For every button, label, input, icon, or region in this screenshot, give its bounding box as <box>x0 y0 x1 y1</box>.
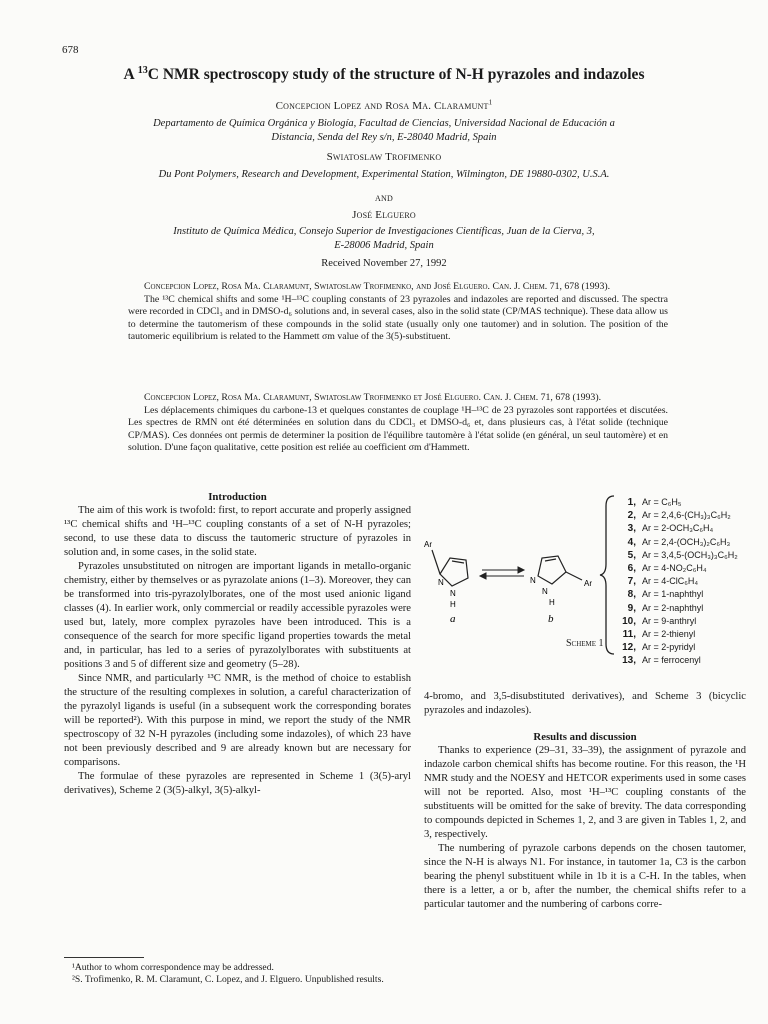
scheme-compound-row <box>614 496 738 509</box>
tautomer-label-b: b <box>548 613 554 625</box>
h-label-b: H <box>549 598 555 607</box>
n-label-b2: N <box>542 587 548 596</box>
affiliation-3 <box>100 225 668 253</box>
double-bond-b <box>545 559 556 561</box>
article-title <box>100 66 668 84</box>
tautomer-label-a: a <box>450 613 456 625</box>
footnote-1: ¹Author to whom correspondence may be addressed. <box>72 962 274 973</box>
double-bond-a <box>452 561 464 563</box>
tautomer-structure-diagram <box>420 536 610 626</box>
compound-aryl: Ar = 2-thienyl <box>642 629 696 640</box>
results-paragraph-1: Thanks to experience (29–31, 33–39), the assignment of pyrazole and indazole carbon chemical shifts has become routine. For this reason, the ¹H NMR study and the NOESY and HETCOR experiments used in some cases will not be reported. Also, most ¹H–¹³C coupling constants of the substituents will be omitted for the sake of brevity. The data corresponding to compounds depicted in Schemes 1, 2, and 3 are given in Tables 1, 2, and 3, respectively. <box>424 745 746 840</box>
authors-1-sup: 1 <box>488 98 493 107</box>
abstract-en-body: The ¹³C chemical shifts and some ¹H–¹³C coupling constants of 23 pyrazoles and indazoles are reported and discussed. The spectra were recorded in CDCl₃ and in DMSO-d₆ solutions and, in several cases, also in the solid state (CP/MAS technique). These data allow us to determine the tautomerism of these compounds in the solid state (usually only one tautomer) and in solution. The position of the tautomeric equilibrium is related to the Hammett σm value of the 3(5)-substituent. <box>128 293 668 342</box>
scheme-compound-row <box>614 549 738 562</box>
abstract-fr-body: Les déplacements chimiques du carbone-13 et quelques constantes de couplage ¹H–¹³C de 23 pyrazoles sont rapportées et discutées. Les spectres de RMN ont été déterminées en solution dans du CDCl₃ et DMSO-d₆ et, dans plusieurs cas, à l'état solide (technique CP/MAS). Ces données ont permis de determiner la position de l'équilibre tautomère à l'état solide (en général, un seul tautomère) et en solution. D'une façon qualitative, cette position est reliée au coefficient σm d'Hammett. <box>128 404 668 453</box>
introduction-heading: Introduction <box>208 491 267 503</box>
scheme-continuation-paragraph: 4-bromo, and 3,5-disubstituted derivatives), and Scheme 3 (bicyclic pyrazoles and indazoles). <box>424 691 746 716</box>
scheme-compound-row <box>614 588 738 601</box>
compound-aryl: Ar = 2,4,6-(CH₃)₃C₆H₂ <box>642 510 731 521</box>
intro-paragraph-1: The aim of this work is twofold: first, to report accurate and properly assigned ¹³C chemical shifts and ¹H–¹³C coupling constants of a set of N-H pyrazoles; second, to use these data to discuss the tautomeric structure of pyrazoles in solution and, in some cases, in the solid state. <box>64 505 411 558</box>
page-number: 678 <box>62 44 79 56</box>
n-label-a2: N <box>450 589 456 598</box>
left-column <box>64 490 411 798</box>
compound-aryl: Ar = 2,4-(OCH₃)₂C₆H₃ <box>642 536 731 547</box>
ar-label-b: Ar <box>584 579 592 588</box>
results-paragraph-2: The numbering of pyrazole carbons depends on the chosen tautomer, since the N-H is always N1. For instance, in tautomer 1a, C3 is the carbon bearing the phenyl substituent while in 1b it is a C-H. In the tables, when there is a letter, a or b, after the number, the chemical shifts refer to a particular tautomer and the numbering of carbons corre- <box>424 843 746 910</box>
scheme-compound-row <box>614 654 738 667</box>
pyrazole-b-ring <box>538 556 582 584</box>
compound-number: 2, <box>627 510 636 522</box>
scheme-1-caption: Scheme 1 <box>566 638 604 649</box>
compound-number: 3, <box>627 523 636 535</box>
affiliation-3-line-2: E-28006 Madrid, Spain <box>334 240 434 251</box>
compound-aryl: Ar = 9-anthryl <box>642 615 697 626</box>
scheme-1-compound-list <box>614 496 738 668</box>
title-sup: 13 <box>137 64 148 76</box>
intro-paragraph-3: Since NMR, and particularly ¹³C NMR, is the method of choice to establish the structure of the resulting complexes in solution, a careful characterization of the pyrazolyl ligands is useful (in a subsequent work the corresponding borates will be reported²). With this purpose in mind, we report the study of the NMR spectroscopy of 32 N-H pyrazoles (including some indazoles), of which 23 have not been previously described and 9 are already known but are necessary for comparisons. <box>64 673 411 768</box>
and-separator: and <box>375 192 393 204</box>
compound-number: 11, <box>622 629 636 641</box>
compound-aryl: Ar = 2-pyridyl <box>642 642 696 653</box>
footnote-rule <box>64 957 144 958</box>
affiliation-1-line-2: Distancia, Senda del Rey s/n, E-28040 Madrid, Spain <box>271 132 497 143</box>
compound-aryl: Ar = 2-naphthyl <box>642 602 704 613</box>
authors-line-3: José Elguero <box>352 209 416 221</box>
compound-aryl: Ar = C₆H₅ <box>642 497 682 507</box>
abstract-fr-citation: Concepcion Lopez, Rosa Ma. Claramunt, Swiatoslaw Trofimenko et José Elguero. Can. J. Chem. 71, 678 (1993). <box>144 392 602 403</box>
compound-number: 10, <box>622 615 636 627</box>
compound-aryl: Ar = 4-ClC₆H₄ <box>642 576 699 587</box>
scheme-compound-row <box>614 575 738 588</box>
footnote-2: ²S. Trofimenko, R. M. Claramunt, C. Lopez, and J. Elguero. Unpublished results. <box>72 974 384 985</box>
scheme-compound-row <box>614 536 738 549</box>
compound-number: 6, <box>627 563 636 575</box>
scheme-compound-row <box>614 615 738 628</box>
results-heading: Results and discussion <box>533 731 637 743</box>
authors-line-1 <box>100 100 668 112</box>
compound-number: 9, <box>627 602 636 614</box>
compound-aryl: Ar = ferrocenyl <box>642 655 701 666</box>
abstract-french <box>128 392 668 455</box>
affiliation-3-line-1: Instituto de Química Médica, Consejo Superior de Investigaciones Científicas, Juan de la Cierva, 3, <box>173 226 595 237</box>
compound-number: 8, <box>627 589 636 601</box>
h-label-a: H <box>450 600 456 609</box>
affiliation-1 <box>100 117 668 145</box>
footnotes <box>64 962 411 986</box>
compound-number: 7, <box>627 576 636 588</box>
compound-number: 13, <box>622 655 636 667</box>
affiliation-2: Du Pont Polymers, Research and Development, Experimental Station, Wilmington, DE 19880-0302, U.S.A. <box>158 169 610 180</box>
compound-aryl: Ar = 4-NO₂C₆H₄ <box>642 563 707 574</box>
pyrazole-ring-a <box>440 558 468 586</box>
authors-1-text: Concepcion Lopez and Rosa Ma. Claramunt <box>275 100 489 112</box>
compound-number: 4, <box>627 536 636 548</box>
scheme-compound-row <box>614 641 738 654</box>
scheme-compound-row <box>614 509 738 522</box>
n-label-b1: N <box>530 576 536 585</box>
compound-number: 12, <box>622 642 636 654</box>
abstract-en-citation: Concepcion Lopez, Rosa Ma. Claramunt, Swiatoslaw Trofimenko, and José Elguero. Can. J. Chem. 71, 678 (1993). <box>144 281 611 292</box>
compound-aryl: Ar = 2-OCH₃C₆H₄ <box>642 523 714 534</box>
abstract-english <box>128 281 668 344</box>
title-prefix: A <box>123 66 138 83</box>
affiliation-1-line-1: Departamento de Química Orgánica y Biología, Facultad de Ciencias, Universidad Nacional de Educación a <box>153 118 615 129</box>
scheme-compound-row <box>614 602 738 615</box>
equilibrium-arrows <box>480 567 524 579</box>
scheme-compound-row <box>614 562 738 575</box>
aryl-bond-b <box>566 572 582 580</box>
compound-aryl: Ar = 1-naphthyl <box>642 589 704 600</box>
compound-aryl: Ar = 3,4,5-(OCH₃)₃C₆H₂ <box>642 549 738 560</box>
intro-paragraph-4: The formulae of these pyrazoles are represented in Scheme 1 (3(5)-aryl derivatives), Scheme 2 (3(5)-alkyl, 3(5)-alkyl- <box>64 771 411 796</box>
received-date: Received November 27, 1992 <box>321 258 447 269</box>
ar-label-a: Ar <box>424 540 432 549</box>
intro-paragraph-2: Pyrazoles unsubstituted on nitrogen are important ligands in metallo-organic chemistry, either by themselves or as pyrazolate anions (1–3). Moreover, they can be transformed into tris-pyrazolylborates, one of the most used anionic ligand classes (4). In earlier work, only commercial or readily accessible pyrazoles were used but, lately, more complex pyrazoles have been introduced. This is a consequence of the search for more specific ligand properties towards the metal and, in particular, has led to a series of pyrazolylborates with substituents at positions 3 and 5 of different size and geometry (5–28). <box>64 561 411 670</box>
scheme-compound-row <box>614 628 738 641</box>
aryl-bond-a <box>432 550 440 574</box>
right-column <box>424 690 746 912</box>
scheme-compound-row <box>614 522 738 535</box>
title-rest: C NMR spectroscopy study of the structure of N-H pyrazoles and indazoles <box>147 66 645 83</box>
n-label-a1: N <box>438 578 444 587</box>
compound-number: 1, <box>627 497 636 508</box>
authors-line-2: Swiatoslaw Trofimenko <box>326 151 442 163</box>
compound-number: 5, <box>627 549 636 561</box>
